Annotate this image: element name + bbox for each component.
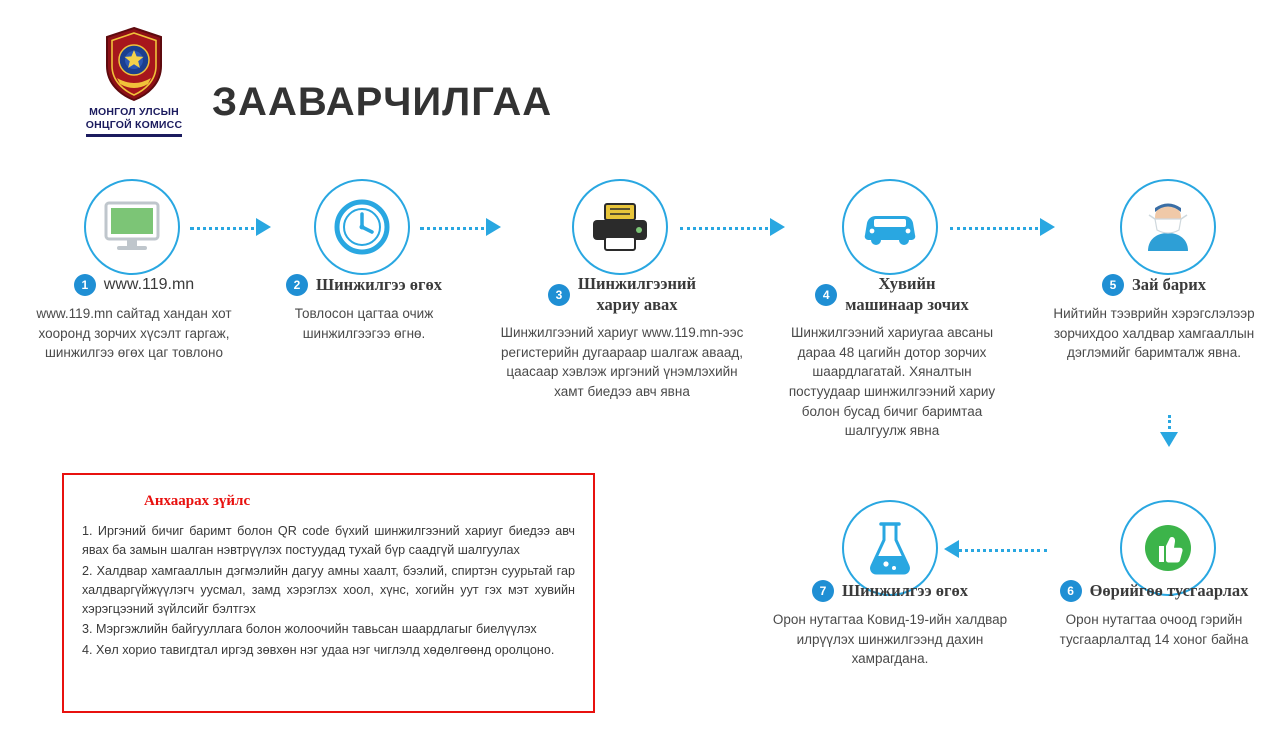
note-item: 4. Хөл хорио тавигдтал иргэд зөвхөн нэг удаа нэг чиглэлд хөдөлгөөнд оролцоно. [82,643,555,658]
step-2-head [264,274,464,296]
step-node-4 [842,179,938,275]
doctor-mask-icon [1140,199,1196,255]
step-1 [24,274,244,363]
step-5-head [1048,274,1260,296]
desktop-computer-icon [103,201,161,253]
connector-4-5 [950,227,1045,230]
step-4-title-line2: машинаар зочих [845,294,969,314]
step-2 [264,274,464,343]
step-3-head [500,274,744,315]
step-1-head [24,274,244,296]
step-4-body: Шинжилгээний хариугаа авсаны дараа 48 цагийн дотор зорчих шаардлагатай. Хяналтын постуудаар шинжилгээний хариу болон бусад бичиг баримтаа шалгуулж явна [788,325,996,439]
step-1-title: www.119.mn [103,276,195,293]
step-4-badge: 4 [815,284,837,306]
step-7 [770,580,1010,669]
arrow-5-6-icon [1160,432,1178,447]
step-node-2 [314,179,410,275]
step-node-1 [84,179,180,275]
logo-text [86,106,183,137]
note-item: 3. Мэргэжлийн байгууллага болон жолоочийн тавьсан шаардлагыг биелүүлэх [82,622,537,637]
arrow-4-5-icon [1040,218,1055,236]
step-6-body: Орон нутагтаа очоод гэрийн тусгаарлалтад 14 хоног байна [1059,612,1249,647]
step-2-title: Шинжилгээ өгөх [316,275,442,294]
step-7-head [770,580,1010,602]
state-emergency-commission-emblem-icon [103,26,165,102]
arrow-6-7-icon [944,540,959,558]
note-item: 1. Иргэний бичиг баримт болон QR code бүхий шинжилгээний хариуг биедээ авч явах ба замын шалган нэвтрүүлэх постуудад тухай бүр саадгүй шалгуулах [82,524,575,557]
step-7-body: Орон нутагтаа Ковид-19-ийн халдвар илрүүлэх шинжилгээнд дахин хамрагдана. [772,612,1008,667]
page-header [0,0,1280,150]
step-2-body: Товлосон цагтаа очиж шинжилгээгээ өгнө. [294,306,434,341]
step-5-badge: 5 [1102,274,1124,296]
step-6-head [1040,580,1268,602]
step-node-5 [1120,179,1216,275]
step-2-badge: 2 [286,274,308,296]
step-4-title-line1: Хувийн [878,274,936,293]
arrow-2-3-icon [486,218,501,236]
connector-1-2 [190,227,262,230]
step-1-badge: 1 [74,274,96,296]
step-7-title: Шинжилгээ өгөх [842,581,968,600]
step-3-title [578,274,696,315]
connector-2-3 [420,227,492,230]
page-title: ЗААВАРЧИЛГАА [212,80,553,124]
step-3-title-line1: Шинжилгээний [577,274,697,293]
step-1-body: www.119.mn сайтад хандан хот хооронд зорчих хүсэлт гаргаж, шинжилгээ өгөх цаг товлоно [36,306,232,361]
connector-3-4 [680,227,775,230]
logo-line-2: ОНЦГОЙ КОМИСС [85,119,183,132]
printer-icon [589,201,651,253]
step-3-body: Шинжилгээний хариуг www.119.mn-ээс регистерийн дугаараар шалгаж аваад, цаасаар хэвлэж иргэний үнэмлэхийн хамт биедээ авч явна [500,325,744,399]
step-5-title: Зай барих [1131,275,1207,294]
connector-6-7 [952,549,1047,552]
note-title: Анхаарах зүйлс [144,493,251,509]
step-4 [776,274,1008,441]
thumbs-up-icon [1142,522,1194,574]
step-3-badge: 3 [548,284,570,306]
logo-block [74,26,194,137]
step-3-title-line2: хариу авах [596,294,678,314]
logo-line-1: МОНГОЛ УЛСЫН [89,106,179,118]
step-6-badge: 6 [1060,580,1082,602]
step-6-title: Өөрийгөө тусгаарлах [1089,581,1249,600]
car-icon [859,207,921,247]
step-4-head [776,274,1008,315]
arrow-3-4-icon [770,218,785,236]
step-7-badge: 7 [812,580,834,602]
step-6 [1040,580,1268,649]
step-5-body: Нийтийн тээврийн хэрэгслэлээр зорчихдоо халдвар хамгааллын дэглэмийг баримталж явна. [1053,306,1255,361]
note-item: 2. Халдвар хамгааллын дэгмэлийн дагуу амны хаалт, бээлий, спиртэн суурьтай гар халдваргүйжүүлэгч уусмал, замд хэрэглэх хоол, хүнс, хогийн уут гэх мэт хувийн хэрэгцээний зүйлсийг бэлтгэх [82,563,575,616]
step-3 [500,274,744,402]
step-4-title [845,274,969,315]
arrow-1-2-icon [256,218,271,236]
step-5 [1048,274,1260,363]
clock-icon [333,198,391,256]
step-node-3 [572,179,668,275]
note-box [62,473,595,713]
flask-icon [866,520,914,576]
